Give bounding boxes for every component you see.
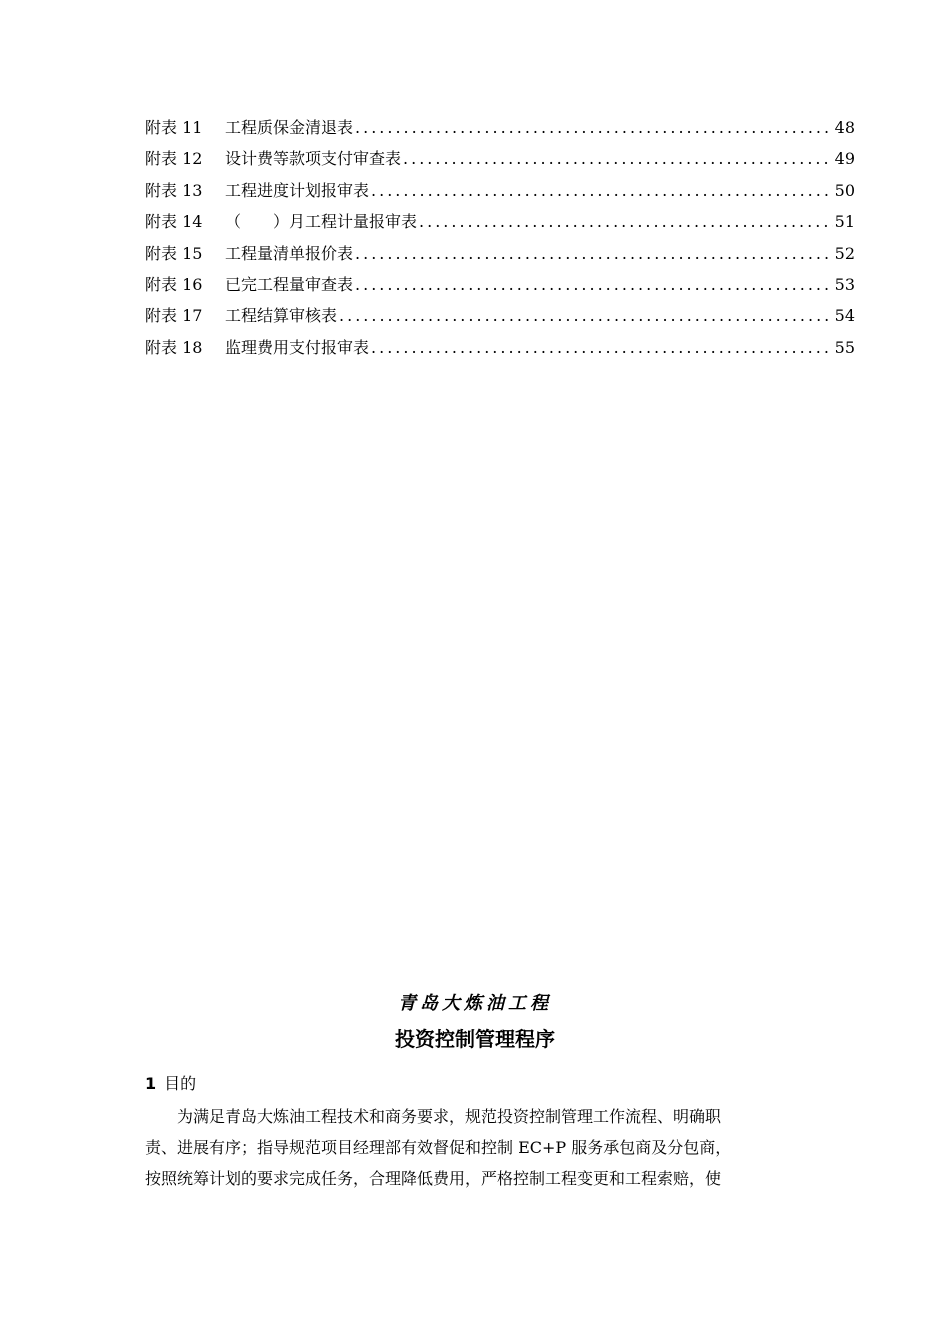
toc-entry-label: 附表 13: [145, 180, 203, 200]
toc-entry[interactable]: [145, 303, 855, 334]
toc-leader-dots: [403, 146, 833, 172]
toc-entry-title: 工程量清单报价表: [225, 243, 354, 263]
toc-leader-dots: [355, 241, 833, 267]
toc-entry-page: 51: [834, 212, 855, 232]
toc-entry-title: 设计费等款项支付审查表: [225, 149, 402, 169]
toc-entry-page: 48: [834, 118, 855, 137]
toc-entry-label: 附表 15: [145, 243, 203, 263]
toc-entry-title: 工程进度计划报审表: [225, 180, 370, 200]
toc-entry-label: 附表 18: [145, 337, 203, 357]
toc-entry-page: 52: [834, 243, 855, 263]
toc-entry[interactable]: [145, 335, 855, 366]
toc-entry[interactable]: [145, 209, 855, 240]
toc-entry-page: 53: [834, 274, 855, 294]
table-of-contents: [145, 115, 855, 366]
toc-leader-dots: [339, 303, 833, 329]
body-line: 按照统筹计划的要求完成任务，合理降低费用，严格控制工程变更和工程索赔，使: [145, 1169, 722, 1188]
toc-entry-title: 工程质保金清退表: [225, 118, 354, 137]
document-title: 投资控制管理程序: [395, 1027, 555, 1051]
body-line: 为满足青岛大炼油工程技术和商务要求，规范投资控制管理工作流程、明确职: [177, 1107, 722, 1126]
toc-entry-page: 54: [834, 306, 855, 326]
toc-entry-label: 附表 14: [145, 212, 203, 232]
toc-entry-title: 工程结算审核表: [225, 306, 338, 326]
toc-entry-title: 已完工程量审查表: [225, 274, 354, 294]
toc-leader-dots: [355, 115, 833, 141]
toc-entry-label: 附表 16: [145, 274, 203, 294]
section-heading: [145, 1071, 196, 1094]
section-number: 1: [145, 1074, 157, 1093]
toc-entry-page: 49: [834, 149, 855, 169]
toc-entry[interactable]: [145, 115, 855, 146]
toc-entry[interactable]: [145, 178, 855, 209]
body-line: 责、进展有序；指导规范项目经理部有效督促和控制 EC+P 服务承包商及分包商，: [145, 1138, 732, 1157]
toc-entry-label: 附表 11: [145, 118, 203, 137]
toc-entry[interactable]: [145, 241, 855, 272]
toc-entry[interactable]: [145, 272, 855, 303]
toc-leader-dots: [371, 178, 833, 204]
section-heading-text: 目的: [164, 1074, 197, 1093]
toc-entry-title: 监理费用支付报审表: [225, 337, 370, 357]
document-subtitle: 青岛大炼油工程: [398, 993, 552, 1014]
toc-leader-dots: [355, 272, 833, 298]
toc-entry-page: 55: [834, 337, 855, 357]
toc-entry-page: 50: [834, 180, 855, 200]
toc-entry-title: （ ）月工程计量报审表: [225, 212, 418, 232]
toc-entry-label: 附表 12: [145, 149, 203, 169]
body-paragraph: [145, 1101, 855, 1194]
toc-leader-dots: [419, 209, 833, 235]
toc-entry-label: 附表 17: [145, 306, 203, 326]
toc-entry[interactable]: [145, 146, 855, 177]
toc-leader-dots: [371, 335, 833, 361]
